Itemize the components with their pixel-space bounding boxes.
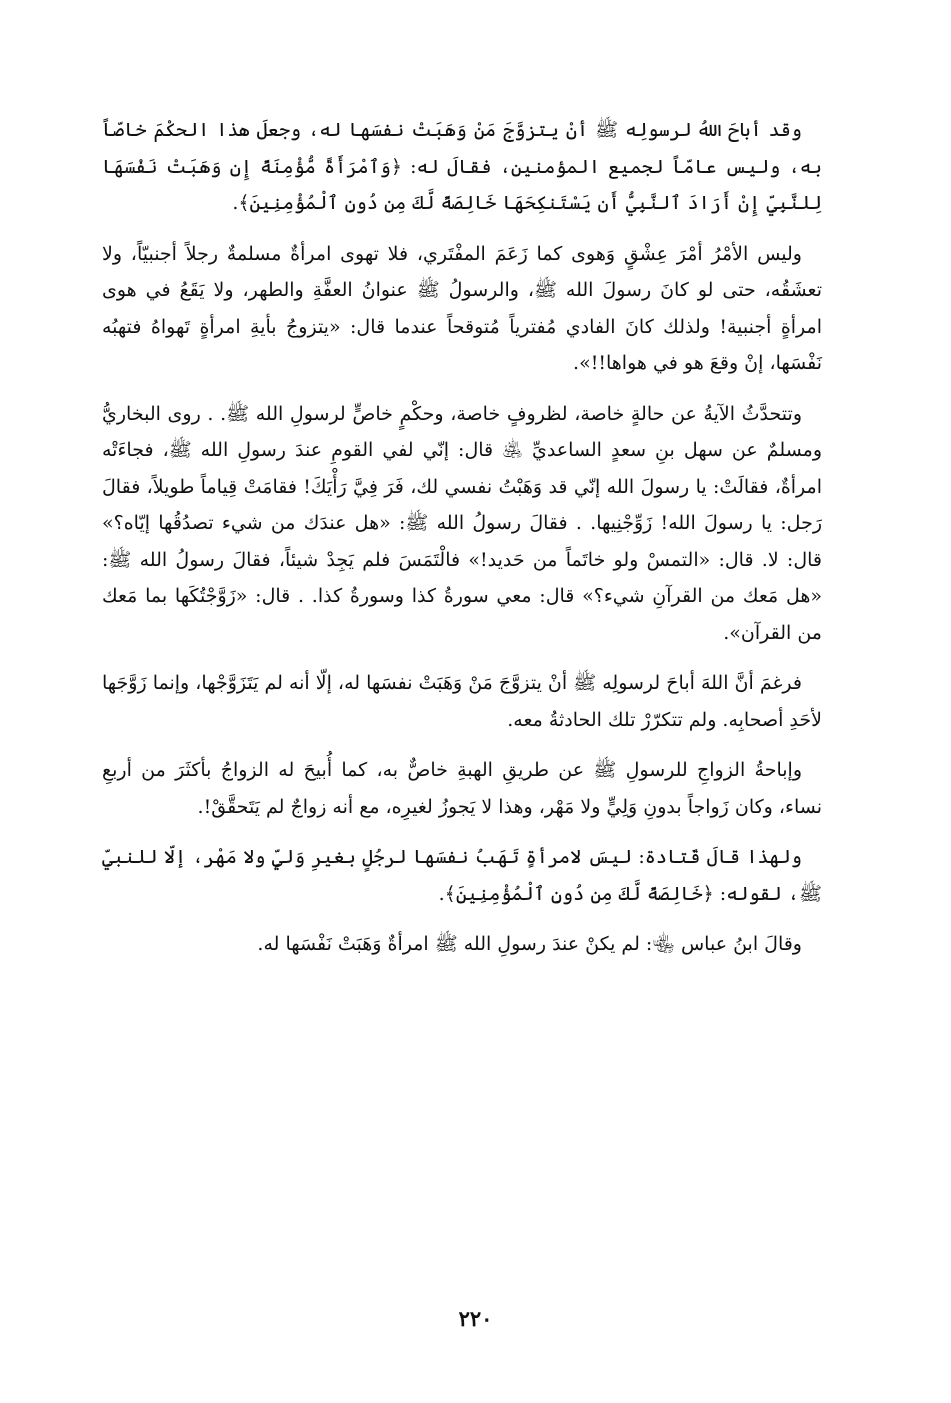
paragraph-6: ولهذا قالَ قَتادة: ليسَ لامرأةٍ تَهَبُ نفسَها لرجُلٍ بغيرِ وَليٍّ ولا مَهْر، إلّا للنبيِّ ﷺ، لقوله: ﴿خَالِصَةً لَّكَ مِن دُونِ ٱلْمُؤْمِنِينَ﴾.: [102, 846, 822, 905]
paragraph-5: وإباحةُ الزواجِ للرسولِ ﷺ عن طريقِ الهبةِ خاصٌّ به، كما أُبيحَ له الزواجُ بأكثَرَ من أربعِ نساء، وكان زَواجاً بدونِ وَلِيٍّ ولا مَهْر، وهذا لا يَجوزُ لغيرِه، مع أنه زواجٌ لم يَتَحقَّقْ!.: [102, 759, 822, 818]
paragraph-3: وتتحدَّثُ الآيةُ عن حالةٍ خاصة، لظروفٍ خاصة، وحكْمٍ خاصٍّ لرسولِ الله ﷺ. . روى البخاريُّ ومسلمٌ عن سهل بنِ سعدٍ الساعديِّ ﵁ قال: إنّي لفي القومِ عندَ رسولِ الله ﷺ، فجاءَتْه امرأةٌ، فقالَتْ: يا رسولَ الله إنّي قد وَهَبْتُ نفسي لك، فَرَ فِيَّ رَأْيَكَ! فقامَتْ قِياماً طويلاً، فقالَ رَجل: يا رسولَ الله! زَوِّجْنِيها. . فقالَ رسولُ الله ﷺ: «هل عندَك من شيء تصدُقُها إيّاه؟» قال: لا. قال: «التمسْ ولو خاتَماً من حَديد!» فالْتَمَسَ فلم يَجِدْ شيئاً، فقالَ رسولُ الله ﷺ: «هل مَعك من القرآنِ شيء؟» قال: معي سورةُ كذا وسورةُ كذا. . قال: «زَوَّجْتُكَها بما مَعك من القرآن».: [102, 402, 822, 644]
paragraph-7: وقالَ ابنُ عباس ﵄: لم يكنْ عندَ رسولِ الله ﷺ امرأةٌ وَهَبَتْ نَفْسَها له.: [257, 933, 802, 955]
paragraph-1: وقد أباحَ اللهُ لرسولِه ﷺ أنْ يتزوَّجَ مَنْ وَهَبَتْ نفسَها له، وجعلَ هذا الحكْمَ خاصّاً به، وليس عامّاً لجميع المؤمنين، فقالَ له: ﴿وَٱمْرَأَةً مُّؤْمِنَةً إِن وَهَبَتْ نَفْسَهَا لِلنَّبِيِّ إِنْ أَرَادَ ٱلنَّبِيُّ أَن يَسْتَنكِحَهَا خَالِصَةً لَّكَ مِن دُونِ ٱلْمُؤْمِنِينَ﴾.: [102, 119, 822, 214]
paragraph-2: وليس الأمْرُ أمْرَ عِشْقٍ وَهوى كما زَعَمَ المفْتَري، فلا تهوى امرأةٌ مسلمةٌ رجلاً أجنبيّاً، ولا تعشَقُه، حتى لو كانَ رسولَ الله ﷺ، والرسولُ ﷺ عنوانُ العفَّةِ والطهر، ولا يَقَعُ في هوى امرأةٍ أجنبية! ولذلك كانَ الفادي مُفترياً مُتوقحاً عندما قال: «يتزوجُ بأيةِ امرأةٍ تَهواهُ فتهبُه نَفْسَها، إنْ وقعَ هو في هواها!!».: [102, 242, 822, 374]
paragraph-4: فرغمَ أنَّ اللهَ أباحَ لرسولِه ﷺ أنْ يتزوَّجَ مَنْ وَهَبَتْ نفسَها له، إلّا أنه لم يَتَزَوَّجْها، وإنما زَوَّجَها لأحَدِ أصحابِه. ولم تتكرّرْ تلك الحادثةُ معه.: [102, 672, 822, 731]
page-number: ٢٢٠: [458, 1306, 493, 1331]
page-body: [102, 112, 822, 977]
